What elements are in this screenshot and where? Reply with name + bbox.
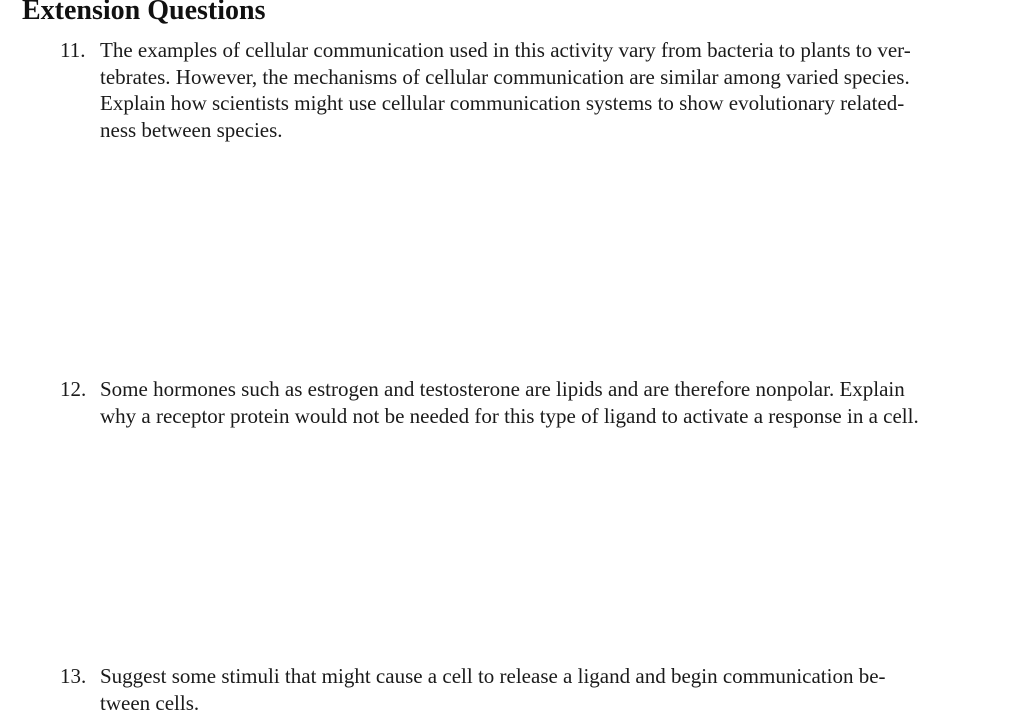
question-text <box>100 37 960 143</box>
section-heading: Extension Questions <box>22 0 266 26</box>
question-13 <box>60 663 960 716</box>
question-text-line: Suggest some stimuli that might cause a cell to release a ligand and begin communication be- <box>100 664 886 688</box>
question-number: 12. <box>60 377 87 401</box>
question-text-line: why a receptor protein would not be needed for this type of ligand to activate a response in a cell. <box>100 403 919 428</box>
question-text-line: ness between species. <box>100 117 283 142</box>
question-text-line: The examples of cellular communication used in this activity vary from bacteria to plants to ver- <box>100 38 911 62</box>
question-11 <box>60 37 960 143</box>
question-text <box>100 663 960 716</box>
question-number: 11. <box>60 38 86 62</box>
question-12 <box>60 376 960 429</box>
question-number: 13. <box>60 664 87 688</box>
question-text-line: Explain how scientists might use cellular communication systems to show evolutionary related- <box>100 91 905 115</box>
question-text-line: tween cells. <box>100 690 200 715</box>
question-text-line: Some hormones such as estrogen and testosterone are lipids and are therefore nonpolar. Explain <box>100 377 905 401</box>
question-text-line: tebrates. However, the mechanisms of cellular communication are similar among varied species. <box>100 64 910 89</box>
question-text <box>100 376 960 429</box>
